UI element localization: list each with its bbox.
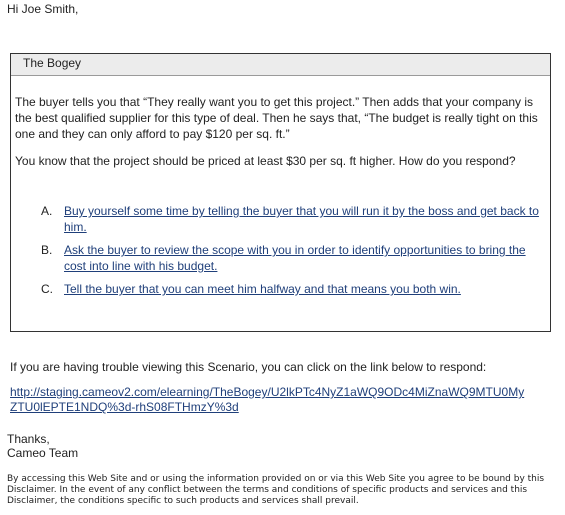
signoff xyxy=(7,432,78,460)
option-c xyxy=(41,281,541,297)
scenario-box xyxy=(10,53,551,332)
option-a-link[interactable]: Buy yourself some time by telling the buyer that you will run it by the boss and get back to him. xyxy=(64,204,539,234)
response-options xyxy=(41,203,541,304)
option-b-link[interactable]: Ask the buyer to review the scope with you in order to identify opportunities to bring the cost into line with his budget. xyxy=(64,243,526,273)
scenario-title: The Bogey xyxy=(23,56,82,70)
option-letter: C. xyxy=(41,282,53,296)
option-c-link[interactable]: Tell the buyer that you can meet him halfway and that means you both win. xyxy=(64,282,461,296)
scenario-description xyxy=(15,94,545,180)
option-letter: B. xyxy=(41,243,53,257)
option-b xyxy=(41,242,541,274)
response-url-link[interactable]: http://staging.cameov2.com/elearning/TheBogey/U2lkPTc4NyZ1aWQ9ODc4MiZnaWQ9MTU0MyZTU0lEPTE1NDQ%3d-rhS08FTHmzY%3d xyxy=(10,385,525,414)
option-a xyxy=(41,203,541,235)
disclaimer-text: By accessing this Web Site and or using the information provided on or via this Web Site you agree to be bound by this Disclaimer. In the event of any conflict between the terms and conditions of specific products and services and this Disclaimer, the conditions specific to such products and services shall prevail. xyxy=(7,474,545,506)
trouble-viewing-text: If you are having trouble viewing this Scenario, you can click on the link below to respond: xyxy=(10,360,487,374)
team-name: Cameo Team xyxy=(7,446,79,460)
thanks-text: Thanks, xyxy=(7,432,50,446)
scenario-header xyxy=(11,54,550,76)
scenario-question: You know that the project should be priced at least $30 per sq. ft higher. How do you respond? xyxy=(15,154,516,168)
scenario-paragraph: The buyer tells you that “They really want you to get this project.” Then adds that your company is the best qualified supplier for this type of deal. Then he says that, “The budget is really tight on this one and they can only afford to pay $120 per sq. ft.” xyxy=(15,95,538,141)
greeting-text: Hi Joe Smith, xyxy=(7,2,79,16)
option-letter: A. xyxy=(41,204,53,218)
